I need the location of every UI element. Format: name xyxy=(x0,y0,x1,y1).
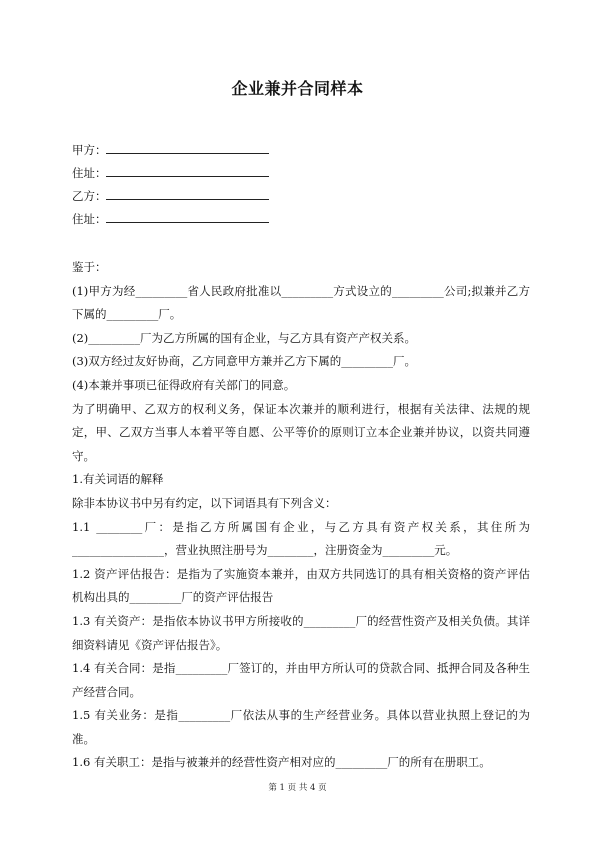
definition-1-4: 1.4 有关合同：是指_________厂签订的，并由甲方所认可的贷款合同、抵押合同及各种生产经营合同。 xyxy=(72,661,530,699)
party-b-address-blank xyxy=(106,211,269,223)
definition-1-6: 1.6 有关职工：是指与被兼并的经营性资产相对应的_________厂的所有在册职工。 xyxy=(72,755,491,770)
definitions-intro: 除非本协议书中另有约定，以下词语具有下列含义： xyxy=(72,495,337,510)
party-b-row xyxy=(72,188,269,203)
whereas-heading: 鉴于： xyxy=(72,260,107,274)
party-b-address-row xyxy=(72,211,269,226)
party-b-address-label: 住址： xyxy=(72,212,107,226)
recital-1: (1)甲方为经_________省人民政府批准以_________方式设立的_________公司;拟兼并乙方下属的_________厂。 xyxy=(72,283,530,322)
party-a-blank xyxy=(106,142,269,154)
party-a-row xyxy=(72,142,269,157)
section-1-heading: 1.有关词语的解释 xyxy=(72,472,164,487)
purpose-paragraph: 为了明确甲、乙双方的权利义务，保证本次兼并的顺利进行，根据有关法律、法规的规定，甲、乙双方当事人本着平等自愿、公平等价的原则订立本企业兼并协议，以资共同遵守。 xyxy=(72,401,530,463)
party-a-label: 甲方： xyxy=(72,143,107,157)
party-a-address-blank xyxy=(106,165,269,177)
recital-4: (4)本兼并事项已征得政府有关部门的同意。 xyxy=(72,377,296,392)
page-footer: 第 1 页 共 4 页 xyxy=(268,783,327,793)
party-a-address-row xyxy=(72,165,269,180)
contract-body xyxy=(72,256,530,775)
definition-1-5: 1.5 有关业务：是指_________厂依法从事的生产经营业务。具体以营业执照上登记的为准。 xyxy=(72,708,530,746)
party-b-label: 乙方： xyxy=(72,189,107,203)
recital-3: (3)双方经过友好协商，乙方同意甲方兼并乙方下属的_________厂。 xyxy=(72,354,417,369)
definition-1-2: 1.2 资产评估报告：是指为了实施资本兼并，由双方共同选订的具有相关资格的资产评估机构出具的_________厂的资产评估报告 xyxy=(72,566,530,605)
party-a-address-label: 住址： xyxy=(72,166,107,180)
document-title: 企业兼并合同样本 xyxy=(231,79,364,98)
recital-2: (2)_________厂为乙方所属的国有企业，与乙方具有资产产权关系。 xyxy=(72,330,417,345)
definition-1-1: 1.1 ________厂：是指乙方所属国有企业，与乙方具有资产权关系，其住所为________________，营业执照注册号为________，注册资金为_________元。 xyxy=(72,519,530,558)
party-b-blank xyxy=(106,188,269,200)
definition-1-3: 1.3 有关资产：是指依本协议书甲方所接收的_________厂的经营性资产及相关负债。其详细资料请见《资产评估报告》。 xyxy=(72,613,530,652)
